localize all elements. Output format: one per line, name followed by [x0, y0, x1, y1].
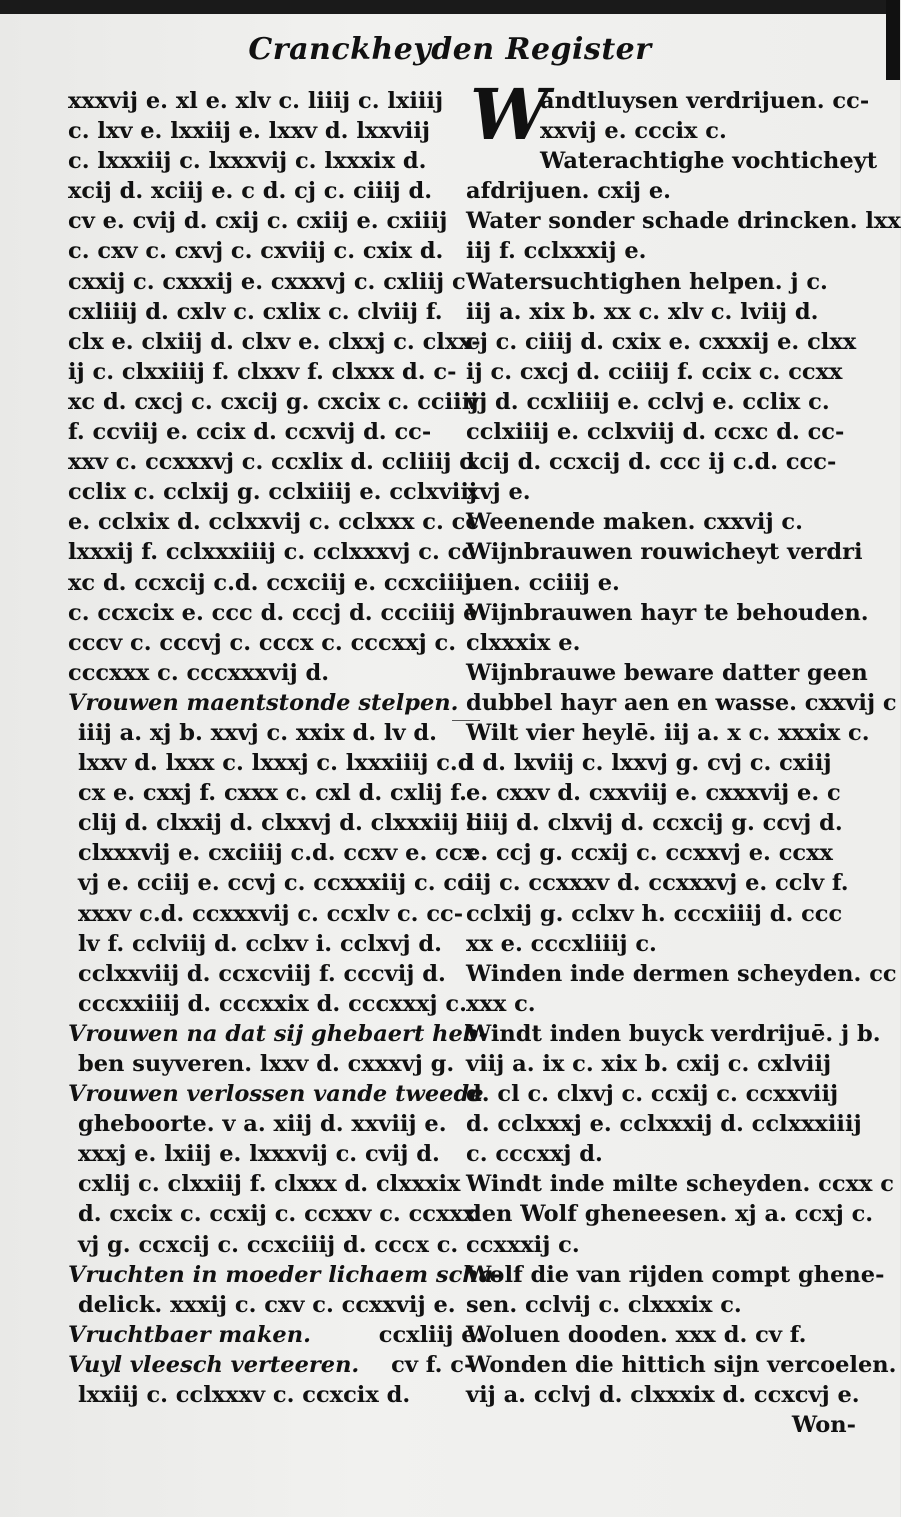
entry-heading: Woluen dooden. xxx d. cv f. [466, 1321, 807, 1348]
entry-heading: den Wolf gheneesen. xj a. ccxj c. [466, 1201, 874, 1228]
entry-heading: Vuyl vleesch verteeren. [68, 1351, 360, 1378]
entry-refs: clxxxvij e. cxciiij c.d. ccxv e. ccx [78, 840, 476, 867]
entry-refs: gheboorte. v a. xiij d. xxviij e. [78, 1111, 447, 1138]
entry-refs: lv f. cclviij d. cclxv i. cclxvj d. [78, 930, 442, 957]
entry-refs: cclxij g. cclxv h. cccxiiij d. ccc [466, 900, 843, 927]
entry-refs: vij a. cclvj d. clxxxix d. ccxcvj e. [466, 1382, 860, 1409]
entry-refs: xxvij e. cccix c. [540, 118, 727, 145]
entry-heading: Watersuchtighen helpen. j c. [466, 268, 828, 295]
index-line: cv e. cvij d. cxij c. cxiij e. cxiiij [68, 208, 448, 235]
index-line: cxxij c. cxxxij e. cxxxvj c. cxliij c [68, 268, 466, 295]
entry-line [68, 1350, 474, 1380]
entry-refs: xcij d. ccxcij d. ccc ij c.d. ccc- [466, 449, 837, 476]
entry-heading: Wilt vier heylē. iij a. x c. xxxix c. [466, 719, 870, 746]
entry-refs: vj d. ccxliiij e. cclvj e. cclix c. [466, 388, 830, 415]
index-line: cclix c. cclxij g. cclxiiij e. cclxviij [68, 479, 478, 506]
entry-heading: Windt inden buyck verdrijuē. j b. [466, 1020, 881, 1047]
index-line: ij c. clxxiiij f. clxxv f. clxxx d. c- [68, 358, 457, 385]
entry-refs: vj g. ccxcij c. ccxciiij d. cccx c. [78, 1231, 459, 1258]
index-line: xxxvij e. xl e. xlv c. liiij c. lxiiij [68, 88, 444, 114]
scan-edge-top [0, 0, 900, 14]
entry-heading: Wijnbrauwe beware datter geen [466, 659, 868, 686]
index-line: xcij d. xciij e. c d. cj c. ciiij d. [68, 178, 433, 205]
entry-heading: Vrouwen verlossen vande tweede [68, 1081, 484, 1108]
index-line: cccv c. cccvj c. cccx c. cccxxj c. [68, 629, 457, 656]
entry-heading: Vrouwen na dat sij ghebaert heb- [68, 1020, 488, 1047]
entry-heading: Vrouwen maentstonde stelpen. [68, 689, 459, 716]
entry-refs: dubbel hayr aen en wasse. cxxvij c [466, 689, 897, 716]
entry-refs: xx e. cccxliiij c. [466, 930, 657, 957]
entry-refs: d. cl c. clxvj c. ccxij c. ccxxviij [466, 1081, 839, 1108]
entry-refs: e. cxxv d. cxxviij e. cxxxvij e. c [466, 780, 841, 807]
entry-refs: lxxv d. lxxx c. lxxxj c. lxxxiiij c.d [78, 750, 474, 777]
entry-heading: Waterachtighe vochticheyt [540, 148, 878, 175]
index-line: cxliiij d. cxlv c. cxlix c. clviij f. [68, 298, 443, 325]
entry-refs: e. ccj g. ccxij c. ccxxvj e. ccxx [466, 840, 833, 867]
entry-refs: vj e. cciij e. ccvj c. ccxxxiij c. cc [78, 870, 471, 897]
entry-refs: xxx c. [466, 990, 536, 1017]
index-line: xc d. cxcj c. cxcij g. cxcix c. cciiij [68, 388, 479, 415]
entry-refs: d. cclxxxj e. cclxxxij d. cclxxxiiij [466, 1111, 862, 1138]
entry-refs: cclxiiij e. cclxviij d. ccxc d. cc- [466, 419, 845, 446]
entry-refs: cx e. cxxj f. cxxx c. cxl d. cxlij f. [78, 780, 467, 807]
entry-refs: cj c. ciiij d. cxix e. cxxxij e. clxx [466, 328, 857, 355]
entry-refs: d. cxcix c. ccxij c. ccxxv c. ccxxx [78, 1201, 477, 1228]
catchword: Won- [791, 1412, 856, 1439]
index-line: lxxxij f. cclxxxiiij c. cclxxxvj c. cc [68, 539, 476, 566]
entry-refs: xxxj e. lxiij e. lxxxvij c. cvij d. [78, 1141, 440, 1168]
entry-refs: iiij a. xj b. xxvj c. xxix d. lv d. [78, 719, 437, 746]
entry-refs: ccxliij e. [378, 1321, 484, 1348]
entry-refs: cxlij c. clxxiij f. clxxx d. clxxxix [78, 1171, 461, 1198]
entry-heading: Windt inde milte scheyden. ccxx c [466, 1171, 894, 1198]
entry-refs: afdrijuen. cxij e. [466, 178, 672, 205]
entry-refs: uen. cciiij e. [466, 569, 620, 596]
entry-heading: Wolf die van rijden compt ghene- [466, 1261, 885, 1288]
index-line: xc d. ccxcij c.d. ccxciij e. ccxciiij [68, 569, 473, 596]
index-line: cccxxx c. cccxxxvij d. [68, 659, 330, 686]
entry-refs: ccxxxij c. [466, 1231, 580, 1258]
entry-heading: Vruchten in moeder lichaem scha- [68, 1261, 503, 1288]
entry-refs: liiij d. clxvij d. ccxcij g. ccvj d. [466, 810, 843, 837]
index-line: c. cxv c. cxvj c. cxviij c. cxix d. [68, 238, 444, 265]
right-column [466, 73, 901, 1440]
entry-refs: cv f. c- [391, 1351, 474, 1378]
index-line: clx e. clxiij d. clxv e. clxxj c. clxx- [68, 328, 481, 355]
entry-heading: Wijnbrauwen rouwicheyt verdri [466, 539, 863, 566]
entry-heading: andtluysen verdrijuen. cc- [540, 88, 870, 114]
entry-refs: c. cccxxj d. [466, 1141, 603, 1168]
index-line: c. ccxcix e. ccc d. cccj d. ccciiij e [68, 599, 478, 626]
index-line: c. lxv e. lxxiij e. lxxv d. lxxviij [68, 118, 431, 145]
index-line: xxv c. ccxxxvj c. ccxlix d. ccliiij d [68, 449, 476, 476]
entry-line [68, 1320, 484, 1350]
entry-heading: Vruchtbaer maken. [68, 1321, 311, 1348]
entry-refs: delick. xxxij c. cxv c. ccxxvij e. [78, 1291, 456, 1318]
entry-heading: Wonden die hittich sijn vercoelen. [466, 1351, 897, 1378]
entry-refs: l d. lxviij c. lxxvj g. cvj c. cxiij [466, 750, 832, 777]
entry-refs: lxxiij c. cclxxxv c. ccxcix d. [78, 1382, 411, 1409]
entry-refs: clxxxix e. [466, 629, 581, 656]
entry-refs: iij c. ccxxxv d. ccxxxvj e. cclv f. [466, 870, 849, 897]
decorated-initial: W [470, 73, 549, 156]
index-line: c. lxxxiij c. lxxxvij c. lxxxix d. [68, 148, 427, 175]
entry-refs: ij c. cxcj d. cciiij f. ccix c. ccxx [466, 358, 843, 385]
entry-refs: clij d. clxxij d. clxxvj d. clxxxiij c [78, 810, 480, 837]
entry-heading: Winden inde dermen scheyden. cc [466, 960, 897, 987]
index-line: f. ccviij e. ccix d. ccxvij d. cc- [68, 419, 432, 446]
entry-refs: iij a. xix b. xx c. xlv c. lviij d. [466, 298, 819, 325]
entry-refs: cccxxiiij d. cccxxix d. cccxxxj c. [78, 990, 467, 1017]
entry-refs: cclxxviij d. ccxcviij f. cccvij d. [78, 960, 446, 987]
entry-refs: ben suyveren. lxxv d. cxxxvj g. [78, 1051, 455, 1077]
entry-refs: sen. cclvij c. clxxxix c. [466, 1291, 742, 1318]
index-line: e. cclxix d. cclxxvij c. cclxxx c. cc [68, 509, 480, 536]
entry-heading: Weenende maken. cxxvij c. [466, 509, 803, 536]
entry-refs: viij a. ix c. xix b. cxij c. cxlviij [466, 1051, 832, 1077]
entry-refs: xvj e. [466, 479, 531, 506]
entry-heading: Water sonder schade drincken. lxx [466, 208, 901, 235]
entry-heading: Wijnbrauwen hayr te behouden. [466, 599, 869, 626]
left-column [68, 86, 503, 1410]
running-head: Cranckheyden Register [248, 32, 652, 67]
entry-refs: iij f. cclxxxij e. [466, 238, 647, 265]
entry-refs: xxxv c.d. ccxxxvij c. ccxlv c. cc- [78, 900, 464, 927]
